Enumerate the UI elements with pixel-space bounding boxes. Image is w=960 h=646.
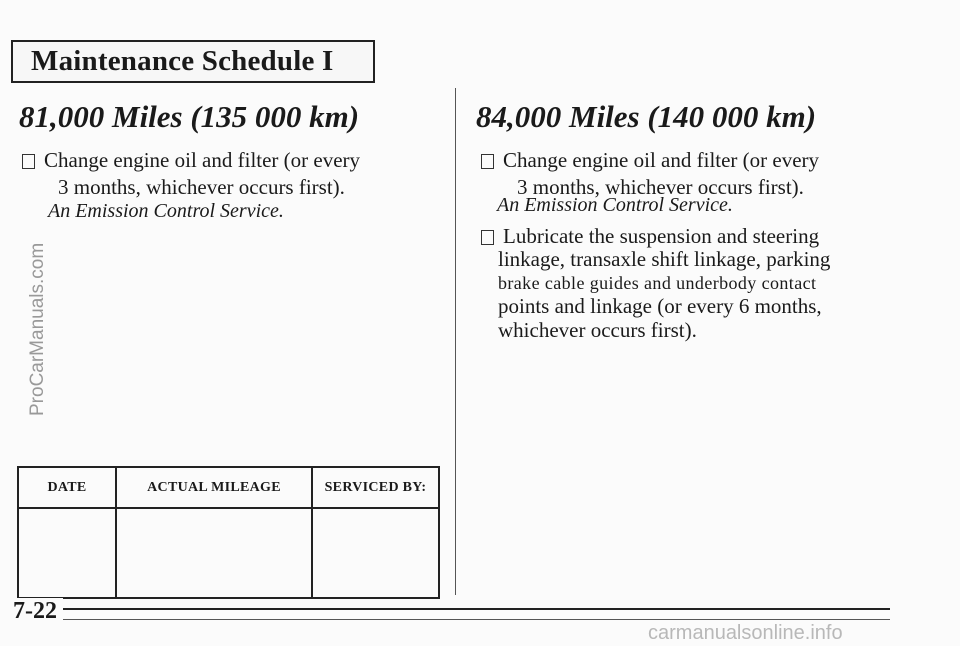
table-header-row <box>18 467 439 508</box>
mileage-cell[interactable] <box>116 508 312 598</box>
right-item-1-note: An Emission Control Service. <box>497 194 733 216</box>
date-column-header: DATE <box>18 467 116 508</box>
item-line: 3 months, whichever occurs first). <box>517 175 804 199</box>
left-mileage-heading: 81,000 Miles (135 000 km) <box>19 99 360 134</box>
date-cell[interactable] <box>18 508 116 598</box>
checkbox-icon[interactable] <box>22 154 35 169</box>
item-line: Change engine oil and filter (or every <box>503 148 820 172</box>
table-row <box>18 508 439 598</box>
item-line: points and linkage (or every 6 months, <box>498 294 822 318</box>
item-line: Lubricate the suspension and steering <box>503 224 820 248</box>
left-item-1-note: An Emission Control Service. <box>48 200 284 222</box>
footer-rule-thin <box>60 619 890 620</box>
right-mileage-heading: 84,000 Miles (140 000 km) <box>476 99 817 134</box>
footer-site-watermark: carmanualsonline.info <box>648 622 843 644</box>
item-line: Change engine oil and filter (or every <box>44 148 361 172</box>
item-line: 3 months, whichever occurs first). <box>58 175 345 199</box>
page-number: 7-22 <box>13 598 63 625</box>
section-title: Maintenance Schedule I <box>31 45 334 77</box>
item-line: linkage, transaxle shift linkage, parking <box>498 247 831 271</box>
item-line: whichever occurs first). <box>498 318 697 342</box>
checkbox-icon[interactable] <box>481 230 494 245</box>
column-divider <box>455 88 456 595</box>
checkbox-icon[interactable] <box>481 154 494 169</box>
mileage-column-header: ACTUAL MILEAGE <box>116 467 312 508</box>
serviced-by-column-header: SERVICED BY: <box>312 467 439 508</box>
serviced-by-cell[interactable] <box>312 508 439 598</box>
service-record-table <box>17 466 440 599</box>
section-title-box <box>11 40 375 83</box>
side-watermark: ProCarManuals.com <box>27 242 48 416</box>
item-line: brake cable guides and underbody contact <box>498 273 817 293</box>
footer-rule <box>60 608 890 610</box>
